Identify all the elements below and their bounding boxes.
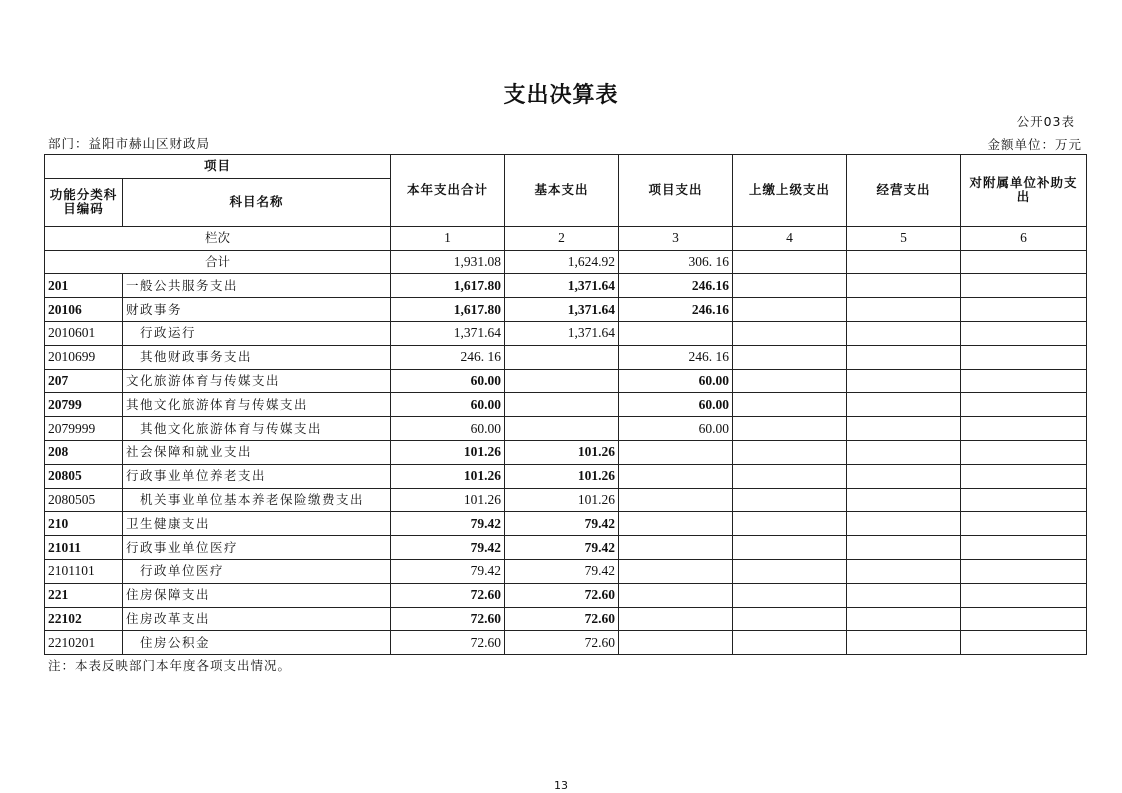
total-row [45, 250, 1087, 274]
row-code: 22102 [45, 607, 123, 631]
project-expense-header: 项目支出 [619, 155, 733, 227]
row-name: 住房保障支出 [123, 583, 391, 607]
row-upper [733, 369, 847, 393]
row-project: 60.00 [619, 393, 733, 417]
row-basic: 101.26 [505, 464, 619, 488]
row-name: 住房公积金 [123, 631, 391, 655]
row-name: 行政事业单位医疗 [123, 536, 391, 560]
table-row [45, 464, 1087, 488]
header-row-1 [45, 155, 1087, 179]
row-business [847, 321, 961, 345]
row-project: 246.16 [619, 274, 733, 298]
row-upper [733, 583, 847, 607]
row-code: 2210201 [45, 631, 123, 655]
row-basic [505, 393, 619, 417]
table-row [45, 274, 1087, 298]
row-upper [733, 440, 847, 464]
seq-col-6: 6 [961, 226, 1087, 250]
row-basic [505, 345, 619, 369]
row-upper [733, 536, 847, 560]
table-row [45, 417, 1087, 441]
row-business [847, 440, 961, 464]
total-project: 306. 16 [619, 250, 733, 274]
row-total: 1,617.80 [391, 298, 505, 322]
row-total: 79.42 [391, 559, 505, 583]
row-business [847, 393, 961, 417]
row-total: 72.60 [391, 631, 505, 655]
table-row [45, 369, 1087, 393]
row-name: 行政运行 [123, 321, 391, 345]
row-name: 其他财政事务支出 [123, 345, 391, 369]
row-basic: 72.60 [505, 631, 619, 655]
row-basic [505, 369, 619, 393]
row-subsidy [961, 583, 1087, 607]
total-header: 本年支出合计 [391, 155, 505, 227]
row-name: 其他文化旅游体育与传媒支出 [123, 393, 391, 417]
row-upper [733, 488, 847, 512]
row-subsidy [961, 321, 1087, 345]
row-business [847, 488, 961, 512]
row-project [619, 559, 733, 583]
row-subsidy [961, 464, 1087, 488]
page-title: 支出决算表 [503, 83, 619, 108]
row-code: 208 [45, 440, 123, 464]
page-number: 13 [554, 779, 568, 792]
row-business [847, 512, 961, 536]
table-row [45, 559, 1087, 583]
business-header: 经营支出 [847, 155, 961, 227]
row-total: 1,371.64 [391, 321, 505, 345]
total-label: 合计 [45, 250, 391, 274]
table-row [45, 298, 1087, 322]
row-upper [733, 274, 847, 298]
row-subsidy [961, 369, 1087, 393]
unit-label: 金额单位：万元 [987, 137, 1082, 152]
seq-row [45, 226, 1087, 250]
expenditure-table [44, 154, 1087, 655]
seq-label: 栏次 [45, 226, 391, 250]
row-basic: 79.42 [505, 512, 619, 536]
row-subsidy [961, 298, 1087, 322]
row-basic: 72.60 [505, 607, 619, 631]
row-code: 207 [45, 369, 123, 393]
row-upper [733, 607, 847, 631]
row-project [619, 488, 733, 512]
total-subsidy [961, 250, 1087, 274]
row-business [847, 345, 961, 369]
seq-col-1: 1 [391, 226, 505, 250]
row-code: 221 [45, 583, 123, 607]
row-basic: 79.42 [505, 559, 619, 583]
row-basic: 1,371.64 [505, 321, 619, 345]
row-code: 21011 [45, 536, 123, 560]
row-upper [733, 512, 847, 536]
row-code: 2080505 [45, 488, 123, 512]
row-upper [733, 393, 847, 417]
table-row [45, 631, 1087, 655]
total-business [847, 250, 961, 274]
row-project [619, 464, 733, 488]
row-subsidy [961, 274, 1087, 298]
row-business [847, 583, 961, 607]
row-basic: 101.26 [505, 440, 619, 464]
table-row [45, 440, 1087, 464]
row-project: 246.16 [619, 298, 733, 322]
row-name: 行政单位医疗 [123, 559, 391, 583]
row-total: 72.60 [391, 583, 505, 607]
row-subsidy [961, 559, 1087, 583]
row-name: 一般公共服务支出 [123, 274, 391, 298]
row-project [619, 631, 733, 655]
row-code: 2079999 [45, 417, 123, 441]
row-subsidy [961, 440, 1087, 464]
row-business [847, 536, 961, 560]
table-row [45, 345, 1087, 369]
row-total: 246. 16 [391, 345, 505, 369]
row-project [619, 536, 733, 560]
row-business [847, 298, 961, 322]
seq-col-3: 3 [619, 226, 733, 250]
row-total: 60.00 [391, 369, 505, 393]
row-total: 101.26 [391, 440, 505, 464]
row-name: 机关事业单位基本养老保险缴费支出 [123, 488, 391, 512]
row-project [619, 512, 733, 536]
row-project: 246. 16 [619, 345, 733, 369]
seq-col-5: 5 [847, 226, 961, 250]
row-basic: 1,371.64 [505, 274, 619, 298]
total-amount: 1,931.08 [391, 250, 505, 274]
subject-name-header: 科目名称 [123, 178, 391, 226]
row-code: 2010601 [45, 321, 123, 345]
row-name: 卫生健康支出 [123, 512, 391, 536]
row-basic: 72.60 [505, 583, 619, 607]
row-business [847, 607, 961, 631]
row-code: 20805 [45, 464, 123, 488]
total-basic: 1,624.92 [505, 250, 619, 274]
row-upper [733, 298, 847, 322]
row-basic: 101.26 [505, 488, 619, 512]
row-project: 60.00 [619, 417, 733, 441]
basic-header: 基本支出 [505, 155, 619, 227]
row-subsidy [961, 393, 1087, 417]
table-row [45, 536, 1087, 560]
row-project [619, 583, 733, 607]
row-name: 社会保障和就业支出 [123, 440, 391, 464]
row-basic [505, 417, 619, 441]
row-total: 79.42 [391, 512, 505, 536]
row-upper [733, 559, 847, 583]
row-project [619, 607, 733, 631]
row-subsidy [961, 488, 1087, 512]
row-code: 20106 [45, 298, 123, 322]
row-name: 行政事业单位养老支出 [123, 464, 391, 488]
row-project [619, 321, 733, 345]
table-row [45, 512, 1087, 536]
seq-col-2: 2 [505, 226, 619, 250]
row-business [847, 631, 961, 655]
row-basic: 79.42 [505, 536, 619, 560]
row-business [847, 369, 961, 393]
row-subsidy [961, 536, 1087, 560]
upper-level-header: 上缴上级支出 [733, 155, 847, 227]
row-business [847, 464, 961, 488]
row-code: 20799 [45, 393, 123, 417]
seq-col-4: 4 [733, 226, 847, 250]
row-subsidy [961, 512, 1087, 536]
row-total: 79.42 [391, 536, 505, 560]
department-label: 部门：益阳市赫山区财政局 [48, 136, 211, 151]
table-row [45, 488, 1087, 512]
table-row [45, 321, 1087, 345]
row-subsidy [961, 345, 1087, 369]
row-upper [733, 345, 847, 369]
row-subsidy [961, 607, 1087, 631]
footnote: 注：本表反映部门本年度各项支出情况。 [48, 658, 292, 673]
total-upper [733, 250, 847, 274]
table-row [45, 583, 1087, 607]
row-name: 财政事务 [123, 298, 391, 322]
row-basic: 1,371.64 [505, 298, 619, 322]
row-code: 2101101 [45, 559, 123, 583]
table-row [45, 607, 1087, 631]
row-upper [733, 321, 847, 345]
row-upper [733, 464, 847, 488]
row-project [619, 440, 733, 464]
row-upper [733, 631, 847, 655]
row-subsidy [961, 417, 1087, 441]
row-business [847, 417, 961, 441]
row-business [847, 559, 961, 583]
row-total: 60.00 [391, 393, 505, 417]
row-total: 101.26 [391, 464, 505, 488]
form-number: 公开03表 [1016, 114, 1075, 129]
row-code: 201 [45, 274, 123, 298]
func-code-header: 功能分类科目编码 [45, 178, 123, 226]
table-row [45, 393, 1087, 417]
project-header: 项目 [45, 155, 391, 179]
row-name: 文化旅游体育与传媒支出 [123, 369, 391, 393]
row-total: 72.60 [391, 607, 505, 631]
row-upper [733, 417, 847, 441]
row-total: 1,617.80 [391, 274, 505, 298]
row-code: 210 [45, 512, 123, 536]
row-subsidy [961, 631, 1087, 655]
row-total: 101.26 [391, 488, 505, 512]
row-name: 其他文化旅游体育与传媒支出 [123, 417, 391, 441]
row-code: 2010699 [45, 345, 123, 369]
row-project: 60.00 [619, 369, 733, 393]
row-business [847, 274, 961, 298]
row-name: 住房改革支出 [123, 607, 391, 631]
subsidy-header: 对附属单位补助支出 [961, 155, 1087, 227]
row-total: 60.00 [391, 417, 505, 441]
